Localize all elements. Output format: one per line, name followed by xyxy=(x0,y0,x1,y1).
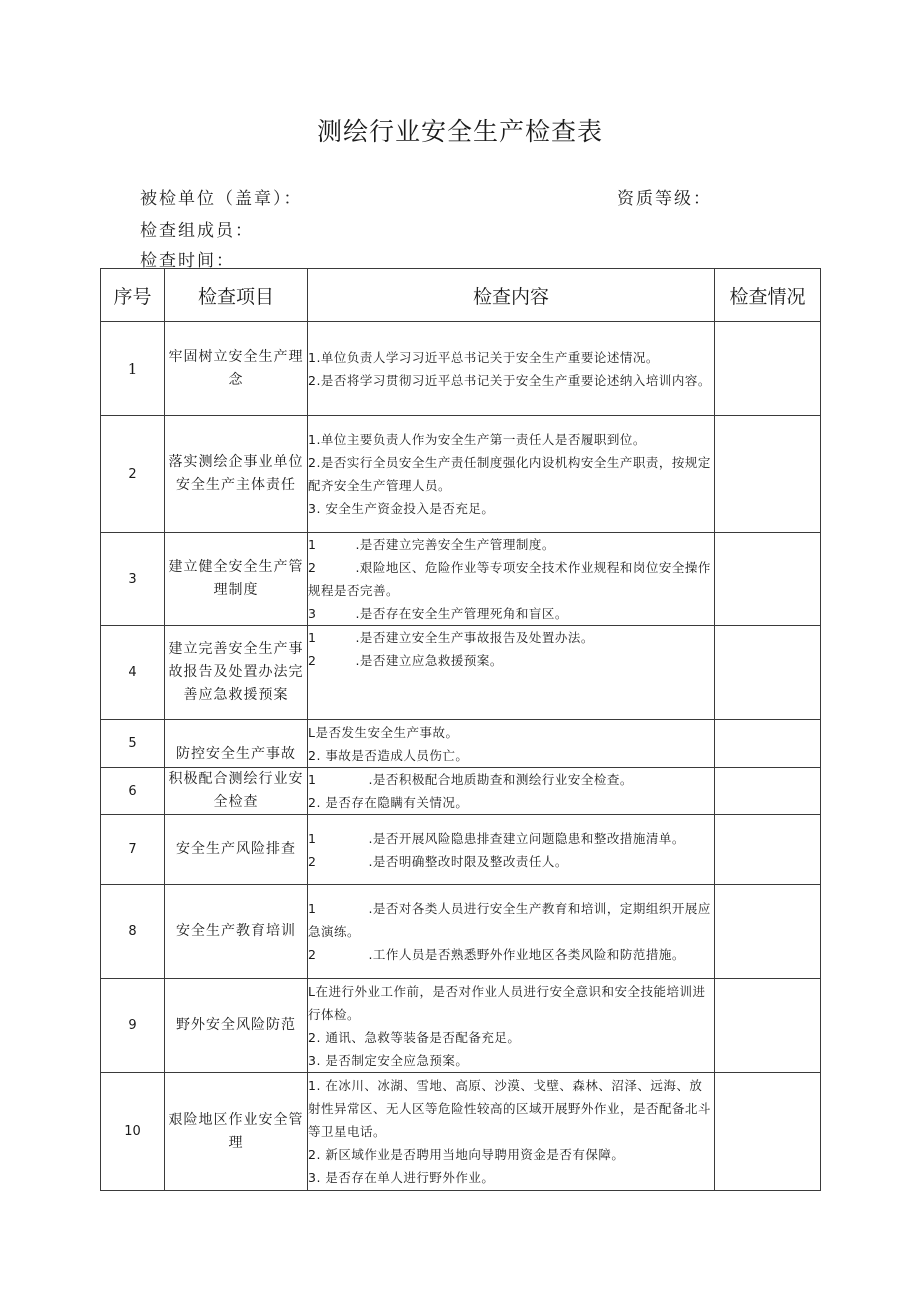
check-content xyxy=(308,1073,715,1191)
inspection-time-label: 检查时间： xyxy=(140,251,235,271)
table-row xyxy=(101,815,821,885)
table-row xyxy=(101,885,821,979)
page-title: 测绘行业安全生产检查表 xyxy=(316,117,603,146)
check-item: 落实测绘企事业单位安全生产主体责任 xyxy=(165,416,308,533)
table-row xyxy=(101,533,821,626)
table-row xyxy=(101,768,821,815)
content-line: 2. 事故是否造成人员伤亡。 xyxy=(308,747,469,763)
check-content xyxy=(308,885,715,979)
row-number: 6 xyxy=(101,768,165,815)
content-line: 2 .是否建立应急救援预案。 xyxy=(308,653,503,668)
check-content xyxy=(308,720,715,768)
content-line: 3. 是否存在单人进行野外作业。 xyxy=(308,1170,495,1185)
content-line: 1.单位负责人学习习近平总书记关于安全生产重要论述情况。 xyxy=(308,349,659,365)
inspected-unit-label: 被检单位（盖章）： xyxy=(140,189,303,209)
check-item: 建立完善安全生产事故报告及处置办法完善应急救援预案 xyxy=(165,626,308,720)
row-number: 4 xyxy=(101,626,165,720)
content-line: L是否发生安全生产事故。 xyxy=(308,724,459,740)
row-number: 2 xyxy=(101,416,165,533)
content-line: 2 .是否明确整改时限及整改责任人。 xyxy=(308,853,568,869)
check-item: 建立健全安全生产管理制度 xyxy=(165,533,308,626)
table-row xyxy=(101,979,821,1073)
check-item: 野外安全风险防范 xyxy=(165,979,308,1073)
check-item: 艰险地区作业安全管理 xyxy=(165,1073,308,1191)
content-line: 2. 通讯、急救等装备是否配备充足。 xyxy=(308,1029,521,1045)
check-status-cell[interactable] xyxy=(715,885,821,979)
table-row xyxy=(101,1073,821,1191)
check-item: 防控安全生产事故 xyxy=(165,720,308,768)
column-header-status: 检查情况 xyxy=(715,269,821,322)
row-number: 3 xyxy=(101,533,165,626)
content-line: 2.是否将学习贯彻习近平总书记关于安全生产重要论述纳入培训内容。 xyxy=(308,372,711,388)
qualification-level-label: 资质等级： xyxy=(617,189,712,209)
table-row xyxy=(101,720,821,768)
content-line: 1. 在冰川、冰湖、雪地、高原、沙漠、戈壁、森林、沼泽、远海、放射性异常区、无人区等危险性较高的区域开展野外作业，是否配备北斗等卫星电话。 xyxy=(308,1078,712,1139)
check-status-cell[interactable] xyxy=(715,979,821,1073)
check-status-cell[interactable] xyxy=(715,1073,821,1191)
content-line: 2. 新区域作业是否聘用当地向导聘用资金是否有保障。 xyxy=(308,1147,625,1162)
row-number: 5 xyxy=(101,720,165,768)
content-line: 3. 是否制定安全应急预案。 xyxy=(308,1052,469,1068)
check-item: 安全生产教育培训 xyxy=(165,885,308,979)
content-line: 1 .是否开展风险隐患排查建立问题隐患和整改措施清单。 xyxy=(308,830,685,846)
content-line: 2. 是否存在隐瞒有关情况。 xyxy=(308,795,469,810)
content-line: 1 .是否积极配合地质勘查和测绘行业安全检查。 xyxy=(308,772,633,787)
row-number: 9 xyxy=(101,979,165,1073)
content-line: 1 .是否建立安全生产事故报告及处置办法。 xyxy=(308,630,594,645)
check-content xyxy=(308,979,715,1073)
check-status-cell[interactable] xyxy=(715,720,821,768)
inspection-members-label: 检查组成员： xyxy=(140,221,254,241)
row-number: 10 xyxy=(101,1073,165,1191)
check-content xyxy=(308,322,715,416)
content-line: 3 .是否存在安全生产管理死角和盲区。 xyxy=(308,606,568,621)
row-number: 1 xyxy=(101,322,165,416)
inspection-table xyxy=(100,268,821,1191)
check-content xyxy=(308,815,715,885)
content-line: 1 .是否对各类人员进行安全生产教育和培训，定期组织开展应急演练。 xyxy=(308,901,711,939)
check-item: 安全生产风险排查 xyxy=(165,815,308,885)
check-status-cell[interactable] xyxy=(715,626,821,720)
content-line: 1.单位主要负责人作为安全生产第一责任人是否履职到位。 xyxy=(308,432,646,447)
content-line: 2.是否实行全员安全生产责任制度强化内设机构安全生产职责，按规定配齐安全生产管理人员。 xyxy=(308,455,711,493)
table-row xyxy=(101,322,821,416)
row-number: 8 xyxy=(101,885,165,979)
check-status-cell[interactable] xyxy=(715,815,821,885)
check-content xyxy=(308,416,715,533)
check-content xyxy=(308,533,715,626)
table-header-row xyxy=(101,269,821,322)
content-line: 2 .工作人员是否熟悉野外作业地区各类风险和防范措施。 xyxy=(308,947,685,962)
check-content xyxy=(308,626,715,720)
check-status-cell[interactable] xyxy=(715,533,821,626)
column-header-item: 检查项目 xyxy=(165,269,308,322)
check-item: 牢固树立安全生产理念 xyxy=(165,322,308,416)
check-status-cell[interactable] xyxy=(715,322,821,416)
table-row xyxy=(101,626,821,720)
check-status-cell[interactable] xyxy=(715,416,821,533)
content-line: 2 .艰险地区、危险作业等专项安全技术作业规程和岗位安全操作规程是否完善。 xyxy=(308,560,711,598)
table-row xyxy=(101,416,821,533)
column-header-no: 序号 xyxy=(101,269,165,322)
check-item: 积极配合测绘行业安全检查 xyxy=(165,768,308,815)
row-number: 7 xyxy=(101,815,165,885)
content-line: 1 .是否建立完善安全生产管理制度。 xyxy=(308,537,555,552)
content-line: 3. 安全生产资金投入是否充足。 xyxy=(308,501,495,516)
check-content xyxy=(308,768,715,815)
check-status-cell[interactable] xyxy=(715,768,821,815)
content-line: L在进行外业工作前，是否对作业人员进行安全意识和安全技能培训进行体检。 xyxy=(308,983,706,1022)
column-header-content: 检查内容 xyxy=(308,269,715,322)
